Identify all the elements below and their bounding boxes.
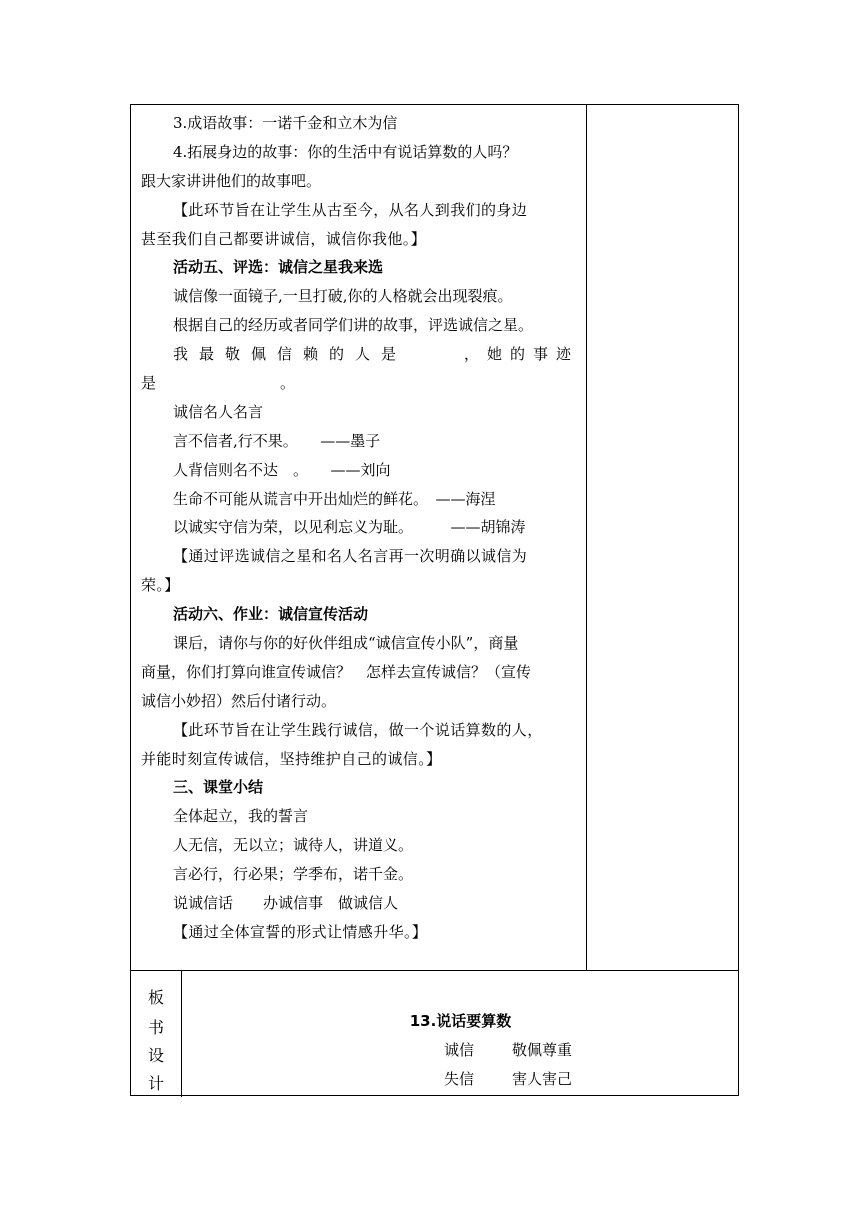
select-star-sentence: 根据自己的经历或者同学们讲的故事，评选诚信之星。 bbox=[173, 316, 534, 335]
board-label-char-2: 书 bbox=[147, 1018, 164, 1037]
oath-intro: 全体起立，我的誓言 bbox=[173, 807, 309, 826]
fill-in-sentence bbox=[141, 340, 579, 369]
design-note-2-cont: 荣。】 bbox=[141, 576, 180, 595]
board-row-2-right: 害人害己 bbox=[512, 1070, 573, 1088]
board-label-char-3: 设 bbox=[147, 1046, 164, 1065]
board-row-2 bbox=[444, 1068, 573, 1089]
activity-6-heading: 活动六、作业：诚信宣传活动 bbox=[173, 605, 369, 624]
board-row-1 bbox=[444, 1039, 573, 1060]
board-design-content bbox=[182, 971, 739, 1097]
story-item-4-cont: 跟大家讲讲他们的故事吧。 bbox=[141, 171, 322, 190]
board-design-label bbox=[131, 971, 181, 1097]
board-label-char-4: 计 bbox=[147, 1074, 164, 1093]
design-note-1: 【此环节旨在让学生从古至今，从名人到我们的身边 bbox=[173, 200, 528, 219]
lesson-plan-table bbox=[130, 104, 739, 1096]
quotes-heading: 诚信名人名言 bbox=[173, 402, 264, 421]
story-item-3: 3.成语故事：一诺千金和立木为信 bbox=[173, 114, 398, 132]
board-row-1-right: 敬佩尊重 bbox=[512, 1041, 573, 1059]
mirror-sentence: 诚信像一面镜子,一旦打破,你的人格就会出现裂痕。 bbox=[173, 287, 513, 306]
fill-in-sentence-cont bbox=[141, 369, 579, 398]
quote-liuxiang: 人背信则名不达 。 ——刘向 bbox=[173, 460, 391, 479]
board-row-1-left: 诚信 bbox=[444, 1041, 475, 1059]
design-note-1-cont: 甚至我们自己都要讲诚信，诚信你我他。】 bbox=[141, 229, 427, 248]
design-note-2: 【通过评选诚信之星和名人名言再一次明确以诚信为 bbox=[173, 547, 528, 566]
quote-mozi: 言不信者,行不果。 ——墨子 bbox=[173, 431, 381, 450]
quote-heine: 生命不可能从谎言中开出灿烂的鲜花。 ——海涅 bbox=[173, 489, 496, 508]
fill-part-1: 我最敬佩信赖的人是 bbox=[173, 345, 408, 364]
fill-part-3: 是 bbox=[141, 374, 157, 393]
homework-text-3: 诚信小妙招）然后付诸行动。 bbox=[141, 691, 337, 710]
fill-part-2: ，她的事迹 bbox=[463, 345, 579, 364]
oath-line-3: 说诚信话 办诚信事 做诚信人 bbox=[173, 894, 399, 913]
board-row-2-left: 失信 bbox=[444, 1070, 475, 1088]
fill-part-4: 。 bbox=[280, 374, 296, 393]
homework-text-1: 课后，请你与你的好伙伴组成“诚信宣传小队”，商量 bbox=[173, 634, 519, 653]
activity-5-heading: 活动五、评选：诚信之星我来选 bbox=[173, 258, 384, 277]
summary-heading: 三、课堂小结 bbox=[173, 778, 264, 797]
right-column-divider bbox=[586, 105, 587, 971]
oath-line-1: 人无信，无以立；诚待人，讲道义。 bbox=[173, 836, 414, 855]
fill-blank-1 bbox=[407, 340, 464, 369]
board-title: 13.说话要算数 bbox=[409, 1012, 512, 1030]
lesson-content bbox=[141, 109, 579, 947]
story-item-4: 4.拓展身边的故事：你的生活中有说话算数的人吗？ bbox=[173, 142, 518, 161]
homework-text-2: 商量，你们打算向谁宣传诚信？ 怎样去宣传诚信？（宣传 bbox=[141, 662, 532, 681]
board-label-char-1: 板 bbox=[147, 988, 164, 1007]
design-note-3-cont: 并能时刻宣传诚信，坚持维护自己的诚信。】 bbox=[141, 749, 442, 768]
design-note-3: 【此环节旨在让学生践行诚信，做一个说话算数的人， bbox=[173, 720, 543, 739]
oath-line-2: 言必行，行必果；学季布，诺千金。 bbox=[173, 865, 414, 884]
quote-hu: 以诚实守信为荣，以见利忘义为耻。 ——胡锦涛 bbox=[173, 518, 526, 537]
design-note-4: 【通过全体宣誓的形式让情感升华。】 bbox=[173, 922, 428, 941]
